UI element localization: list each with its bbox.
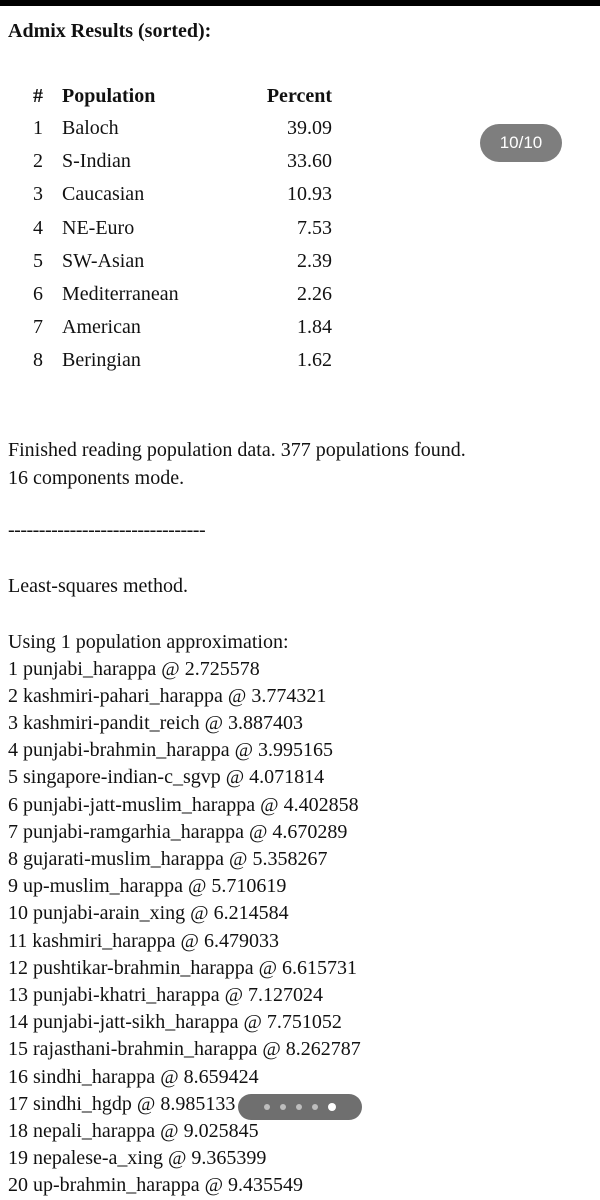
list-item: 13 punjabi-khatri_harappa @ 7.127024 xyxy=(8,984,324,1007)
image-counter-badge: 10/10 xyxy=(480,124,562,162)
column-header-percent: Percent xyxy=(266,85,332,107)
row-number: 3 xyxy=(33,183,43,206)
row-number: 7 xyxy=(33,316,43,339)
row-population: Baloch xyxy=(62,117,119,139)
list-item: 18 nepali_harappa @ 9.025845 xyxy=(8,1120,259,1143)
column-header-population: Population xyxy=(62,85,156,107)
info-line: 16 components mode. xyxy=(8,466,185,489)
column-header-number: # xyxy=(33,85,43,107)
page-dot[interactable] xyxy=(280,1104,286,1110)
population-info xyxy=(8,436,592,492)
row-population: SW-Asian xyxy=(62,249,145,272)
table-row xyxy=(24,278,332,311)
list-item: 14 punjabi-jatt-sikh_harappa @ 7.751052 xyxy=(8,1011,342,1034)
list-item: 12 pushtikar-brahmin_harappa @ 6.615731 xyxy=(8,956,358,979)
pagination-dots[interactable] xyxy=(238,1094,362,1120)
row-number: 4 xyxy=(33,216,43,239)
list-item: 17 sindhi_hgdp @ 8.985133 xyxy=(8,1092,236,1115)
row-percent: 1.62 xyxy=(297,349,332,372)
list-item: 5 singapore-indian-c_sgvp @ 4.071814 xyxy=(8,766,325,789)
row-percent: 2.26 xyxy=(297,283,332,306)
row-population: American xyxy=(62,316,141,339)
list-item: 16 sindhi_harappa @ 8.659424 xyxy=(8,1065,259,1088)
row-number: 6 xyxy=(33,283,43,306)
row-number: 2 xyxy=(33,150,43,173)
list-item: 2 kashmiri-pahari_harappa @ 3.774321 xyxy=(8,684,327,707)
results-document xyxy=(8,18,592,1200)
list-item: 20 up-brahmin_harappa @ 9.435549 xyxy=(8,1174,304,1197)
approximation-heading: Using 1 population approximation: xyxy=(8,630,289,653)
list-item: 7 punjabi-ramgarhia_harappa @ 4.670289 xyxy=(8,820,348,843)
row-percent: 2.39 xyxy=(297,249,332,272)
method-label: Least-squares method. xyxy=(8,574,188,597)
table-header-row xyxy=(24,80,332,112)
table-row xyxy=(24,245,332,278)
page-dot[interactable] xyxy=(264,1104,270,1110)
row-number: 8 xyxy=(33,349,43,372)
row-percent: 1.84 xyxy=(297,316,332,339)
text-divider: -------------------------------- xyxy=(8,518,206,541)
list-item: 15 rajasthani-brahmin_harappa @ 8.262787 xyxy=(8,1038,361,1061)
table-row xyxy=(24,145,332,178)
list-item: 3 kashmiri-pandit_reich @ 3.887403 xyxy=(8,712,304,735)
row-percent: 7.53 xyxy=(297,216,332,239)
row-percent: 33.60 xyxy=(287,150,332,173)
list-item: 11 kashmiri_harappa @ 6.479033 xyxy=(8,929,279,952)
page-dot[interactable] xyxy=(312,1104,318,1110)
top-bar xyxy=(0,0,600,6)
table-row xyxy=(24,311,332,344)
admix-table xyxy=(24,80,332,378)
row-percent: 10.93 xyxy=(287,183,332,206)
list-item: 4 punjabi-brahmin_harappa @ 3.995165 xyxy=(8,739,334,762)
list-item: 8 gujarati-muslim_harappa @ 5.358267 xyxy=(8,848,328,871)
list-item: 6 punjabi-jatt-muslim_harappa @ 4.402858 xyxy=(8,793,359,816)
page-dot[interactable] xyxy=(296,1104,302,1110)
info-line: Finished reading population data. 377 populations found. xyxy=(8,438,466,461)
list-item: 9 up-muslim_harappa @ 5.710619 xyxy=(8,875,287,898)
row-population: S-Indian xyxy=(62,150,131,173)
table-row xyxy=(24,344,332,377)
row-population: NE-Euro xyxy=(62,216,135,239)
row-percent: 39.09 xyxy=(287,117,332,139)
page-title: Admix Results (sorted): xyxy=(8,20,212,42)
table-row xyxy=(24,112,332,145)
page-dot-active[interactable] xyxy=(328,1103,336,1111)
row-population: Caucasian xyxy=(62,183,145,206)
list-item: 1 punjabi_harappa @ 2.725578 xyxy=(8,657,260,680)
row-number: 1 xyxy=(33,117,43,139)
row-population: Beringian xyxy=(62,349,141,372)
table-row xyxy=(24,178,332,211)
row-population: Mediterranean xyxy=(62,283,179,306)
list-item: 10 punjabi-arain_xing @ 6.214584 xyxy=(8,902,289,925)
row-number: 5 xyxy=(33,249,43,272)
table-row xyxy=(24,212,332,245)
list-item: 19 nepalese-a_xing @ 9.365399 xyxy=(8,1147,267,1170)
